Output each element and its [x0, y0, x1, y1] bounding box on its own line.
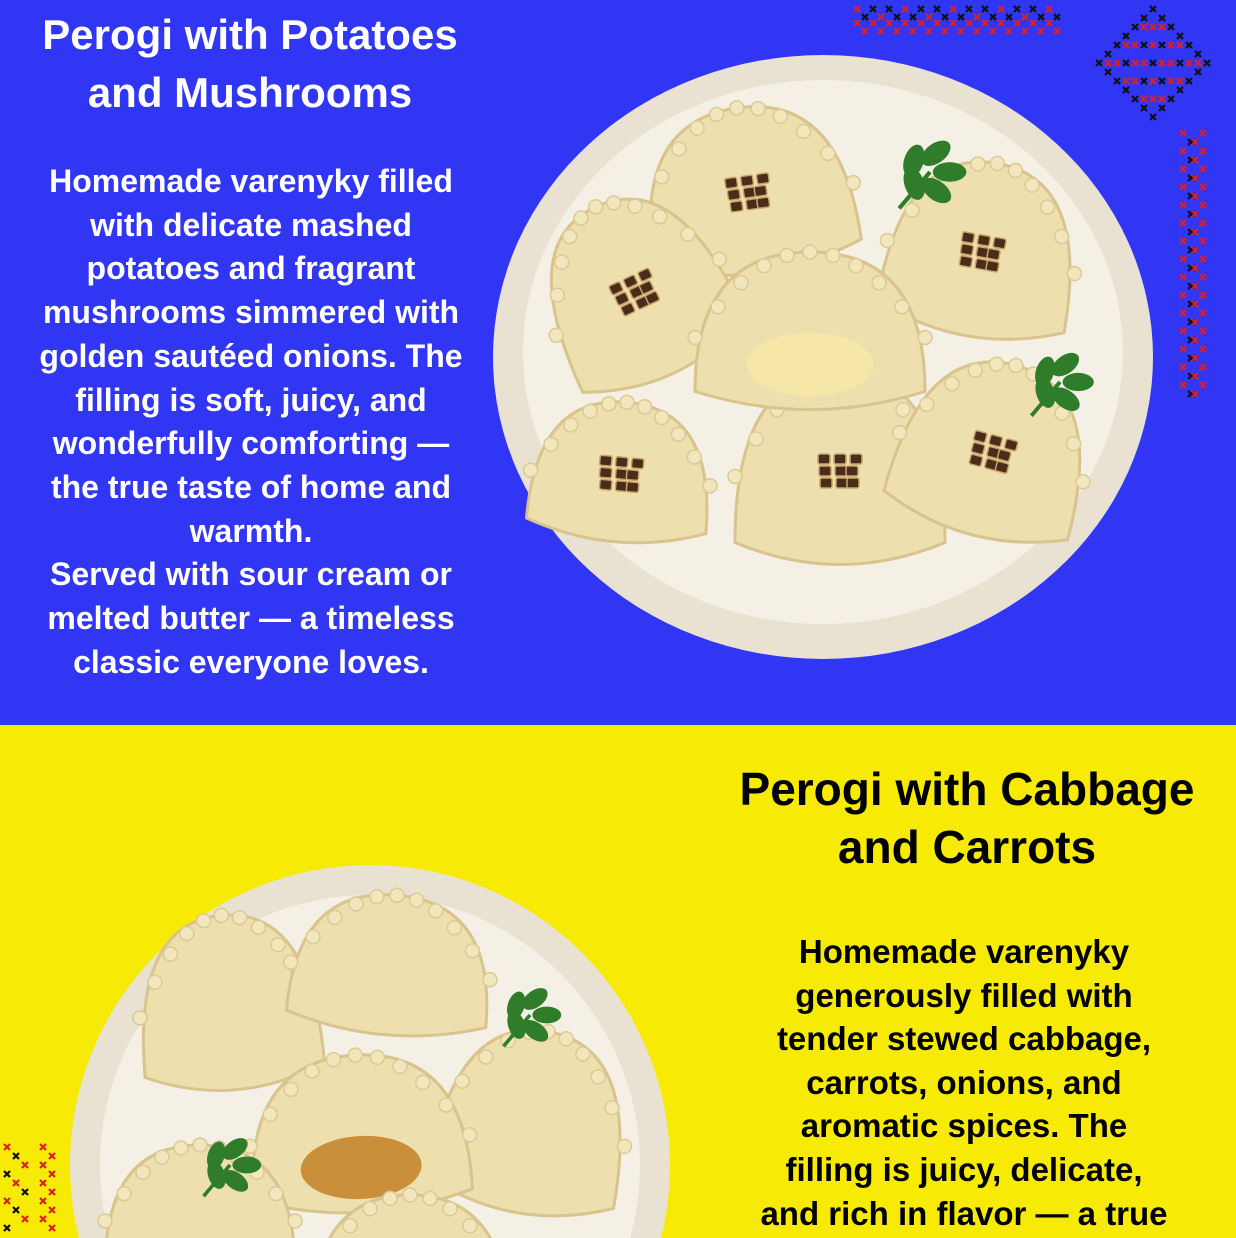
description-line: the true taste of home and	[50, 468, 452, 505]
cabbage-carrot-section	[0, 725, 1236, 1238]
description-line: filling is juicy, delicate,	[785, 1150, 1143, 1188]
description-line: classic everyone loves.	[73, 643, 429, 680]
section-title: Perogi with Potatoes and Mushrooms	[42, 11, 458, 116]
perogi-cabbage-plate-image	[60, 865, 700, 1238]
description-line: generously filled with	[795, 976, 1133, 1014]
description-line: Served with sour cream or	[50, 556, 452, 593]
description-line: tender stewed cabbage,	[776, 1020, 1152, 1058]
description-line: golden sautéed onions. The	[39, 337, 463, 374]
section-description	[8, 160, 494, 684]
section-title: Perogi with Cabbage and Carrots	[739, 763, 1195, 873]
perogi-mushroom-plate-image	[490, 52, 1156, 662]
description-line: filling is soft, juicy, and	[75, 381, 427, 418]
description-line: wonderfully comforting —	[52, 425, 450, 462]
description-line: Homemade varenyky	[798, 933, 1130, 970]
description-line: carrots, onions, and	[806, 1063, 1122, 1101]
description-line: and rich in flavor — a true	[760, 1194, 1168, 1232]
description-line: mushrooms simmered with	[42, 294, 460, 331]
section-description	[694, 930, 1234, 1235]
description-line: warmth.	[189, 512, 313, 549]
description-line: aromatic spices. The	[800, 1107, 1128, 1145]
embroidery-ornament-icon	[0, 1140, 70, 1238]
description-line: potatoes and fragrant	[86, 250, 416, 287]
description-line: with delicate mashed	[90, 206, 412, 243]
description-line: Homemade varenyky filled	[49, 163, 453, 199]
description-line: melted butter — a timeless	[47, 600, 455, 637]
